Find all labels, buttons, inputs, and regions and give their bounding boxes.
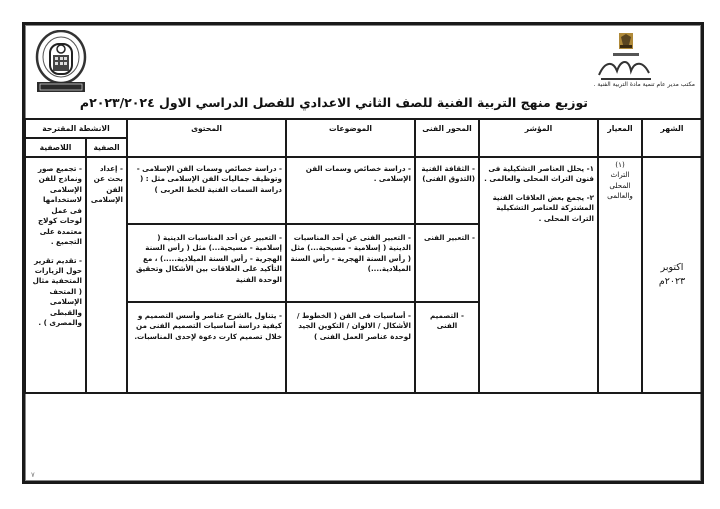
activities-extra-item: - تقديم تقرير حول الزيارات المتحفية مثال ( المتحف الإسلامى والقبطى والمصرى ) . [32,255,82,328]
column-header-axis: المحور الفنى [415,119,479,157]
content-cell [127,302,286,393]
standard-line: التراث [610,170,630,180]
topics-cell [286,224,415,302]
axis-cell [415,302,479,393]
content-text: - التعبير عن أحد المناسبات الدينية ( إسلامية - مسيحية...) مثل ( رأس السنة الهجرية - رأس السنة الميلادية.....) ، مع التأكيد على العلاقات بين الأشكال وتحقيق الوحدة الفنية [135,233,282,284]
axis-text: - الثقافة الفنية (التذوق الفنى) [421,164,475,184]
standard-line: والعالمى [607,191,633,201]
indicator-item: ٢- يجمع بعض العلاقات الفنية المشتركة للعناصر التشكيلية التراث المحلى . [492,192,594,223]
axis-text: - التصميم الفنى [429,311,465,331]
month-cell [642,157,702,393]
office-line: مكتب مدير عام تنمية مادة التربية الفنية . [593,81,695,88]
column-header-content: المحتوى [127,119,286,157]
column-header-activities: الانشطة المقترحة [25,119,127,138]
activities-class-text: - إعداد بحث عن الفن الإسلامى [90,164,123,205]
activities-class-cell [86,157,127,393]
content-text: - دراسة خصائص وسمات الفن الإسلامى - وتوظيف جماليات الفن الإسلامى مثل : ( دراسة السمات الفنية للخط العربى ) [136,164,282,194]
activities-extra-cell [25,157,86,393]
topics-cell [286,157,415,224]
standard-number: (١) [615,160,625,169]
column-header-indicator: المؤشر [479,119,598,157]
axis-cell [415,157,479,224]
content-cell [127,224,286,302]
table-header-row [25,119,702,138]
column-header-activities-extra: اللاصفية [25,138,86,157]
indicator-cell [479,157,598,393]
curriculum-center-emblem-icon [33,30,89,96]
topics-cell [286,302,415,393]
topics-text: - أساسيات فى الفن ( الخطوط / الأشكال / الالوان / التكوين الجيد لوحدة عناصر العمل الفنى ) [296,311,411,341]
activities-extra-item: - تجميع صور ونماذج للفن الإسلامى لاستخدامها فى عمل لوحات كولاج معتمدة على التجميع . [37,164,82,247]
indicator-item: ١- يحلل العناصر التشكيلية فى فنون التراث المحلى والعالمى . [484,164,594,184]
content-text: - يتناول بالشرح عناصر وأسس التصميم و كيفية دراسة أساسيات التصميم الفنى من خلال تصميم كارت دعوة لإحدى المناسبات. [134,311,282,341]
topics-text: - دراسة خصائص وسمات الفن الإسلامى . [305,164,411,184]
column-header-topics: الموضوعات [286,119,415,157]
page-title: توزيع منهج التربية الفنية للصف الثاني الاعدادي للفصل الدراسي الاول ٢٠٢٣/٢٠٢٤م [79,95,588,110]
month-name: اكتوبر [660,262,684,274]
curriculum-distribution-table [24,118,703,394]
topics-text: - التعبير الفنى عن أحد المناسبات الدينية ( إسلامية - مسيحية...) مثل ( رأس السنة الهجرية - رأس السنة الميلادية....) [290,233,411,274]
content-cell [127,157,286,224]
standard-cell [598,157,642,393]
column-header-activities-class: الصفية [86,138,127,157]
table-row [25,157,702,224]
document-header [25,25,701,117]
axis-cell [415,224,479,302]
column-header-month: الشهر [642,119,702,157]
month-year: ٢٠٢٣م [658,276,686,287]
standard-line: المحلى [609,180,631,190]
page-number: ٧ [31,471,35,479]
column-header-standard: المعيار [598,119,642,157]
axis-text: - التعبير الفنى [423,233,475,242]
